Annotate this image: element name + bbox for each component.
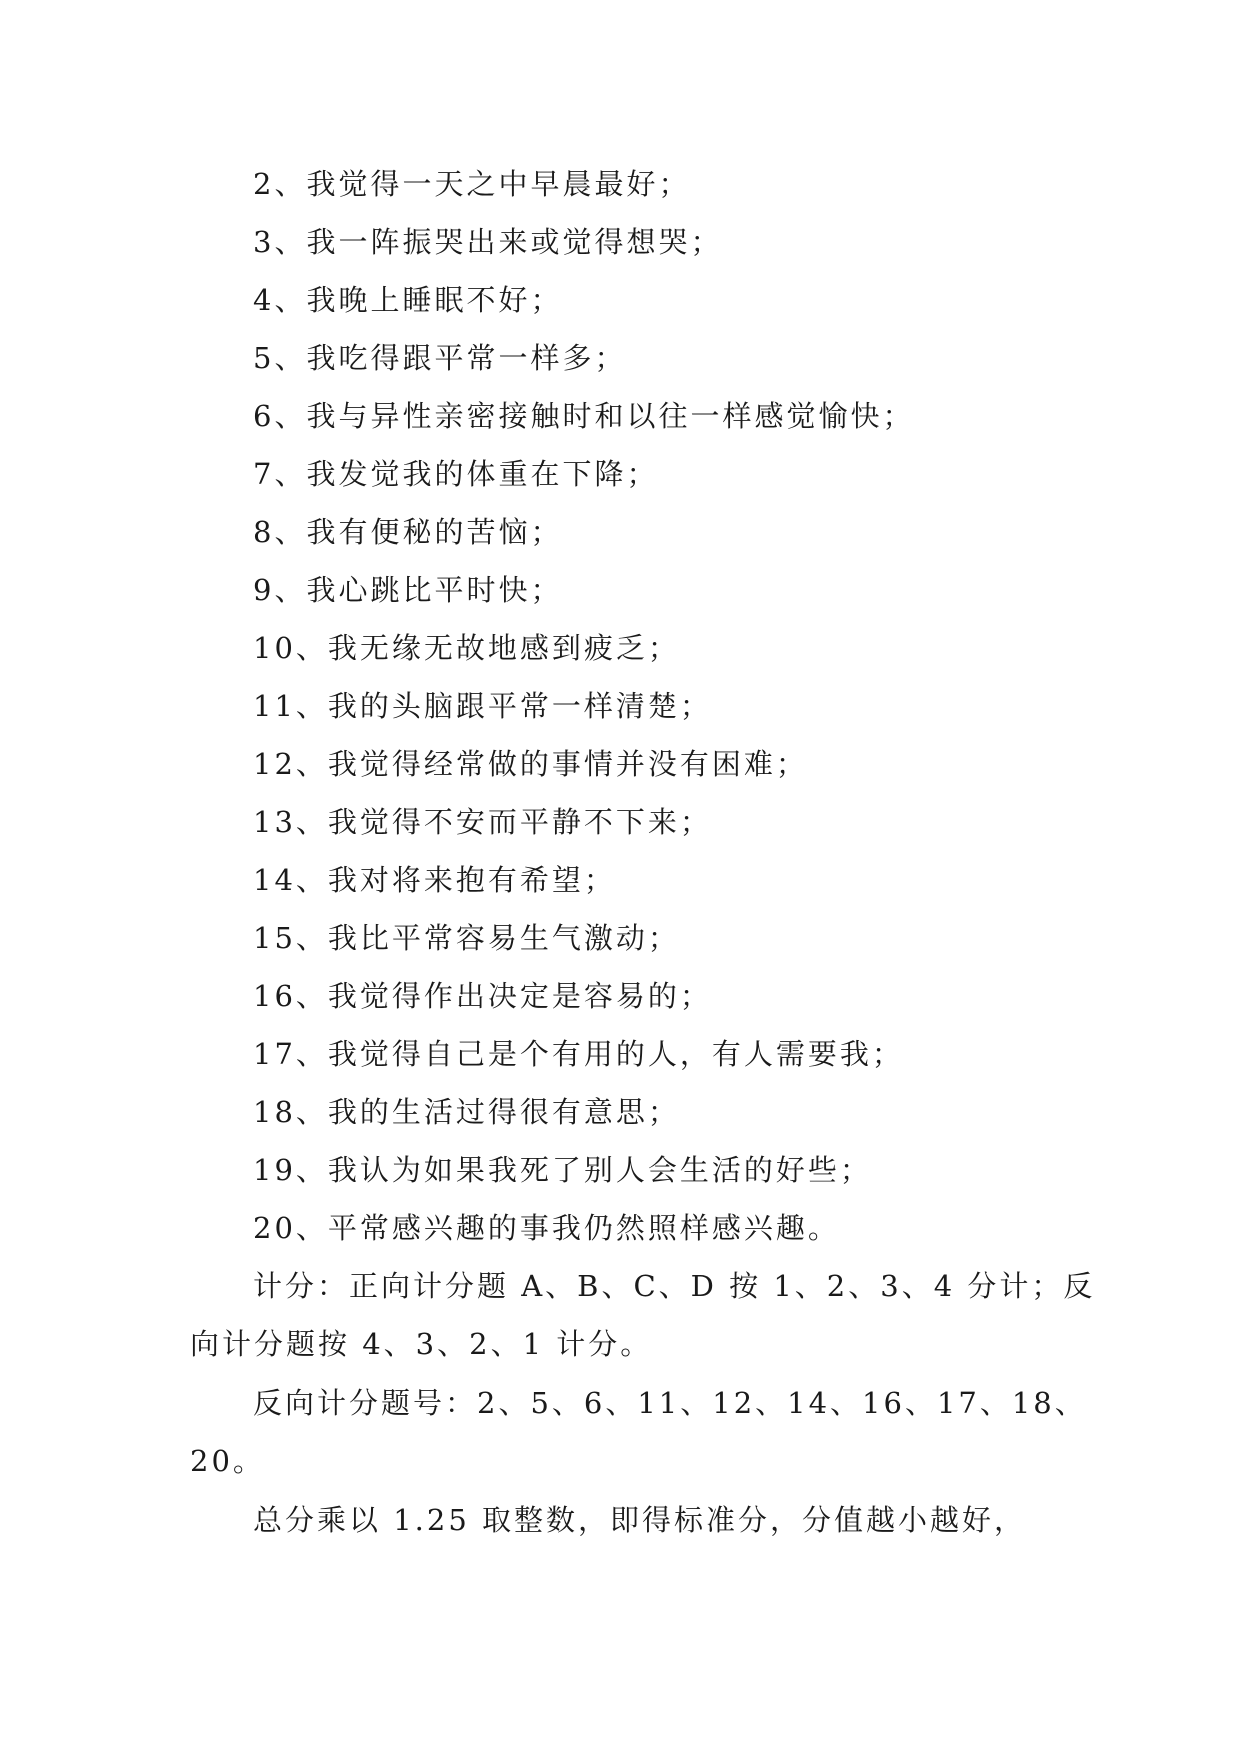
reverse-items-line2: 20。 [190, 1444, 265, 1478]
list-item: 3、我一阵振哭出来或觉得想哭； [253, 225, 723, 259]
list-item: 6、我与异性亲密接触时和以往一样感觉愉快； [253, 399, 915, 433]
total-score-line1: 总分乘以 1.25 取整数，即得标准分，分值越小越好， [253, 1503, 1027, 1537]
list-item: 18、我的生活过得很有意思； [253, 1095, 680, 1129]
list-item: 15、我比平常容易生气激动； [253, 921, 680, 955]
list-item: 12、我觉得经常做的事情并没有困难； [253, 747, 808, 781]
list-item: 4、我晚上睡眠不好； [253, 283, 563, 317]
list-item: 20、平常感兴趣的事我仍然照样感兴趣。 [253, 1211, 840, 1245]
list-item: 13、我觉得不安而平静不下来； [253, 805, 712, 839]
list-item: 5、我吃得跟平常一样多； [253, 341, 627, 375]
list-item: 2、我觉得一天之中早晨最好； [253, 167, 691, 201]
list-item: 10、我无缘无故地感到疲乏； [253, 631, 680, 665]
list-item: 9、我心跳比平时快； [253, 573, 563, 607]
list-item: 8、我有便秘的苦恼； [253, 515, 563, 549]
list-item: 11、我的头脑跟平常一样清楚； [253, 689, 712, 723]
list-item: 17、我觉得自己是个有用的人，有人需要我； [253, 1037, 904, 1071]
reverse-items-line1: 反向计分题号：2、5、6、11、12、14、16、17、18、 [253, 1386, 1087, 1420]
scoring-paragraph-line1: 计分：正向计分题 A、B、C、D 按 1、2、3、4 分计；反 [253, 1269, 1096, 1303]
list-item: 16、我觉得作出决定是容易的； [253, 979, 712, 1013]
list-item: 14、我对将来抱有希望； [253, 863, 616, 897]
list-item: 19、我认为如果我死了别人会生活的好些； [253, 1153, 872, 1187]
scoring-paragraph-line2: 向计分题按 4、3、2、1 计分。 [190, 1327, 653, 1361]
list-item: 7、我发觉我的体重在下降； [253, 457, 659, 491]
